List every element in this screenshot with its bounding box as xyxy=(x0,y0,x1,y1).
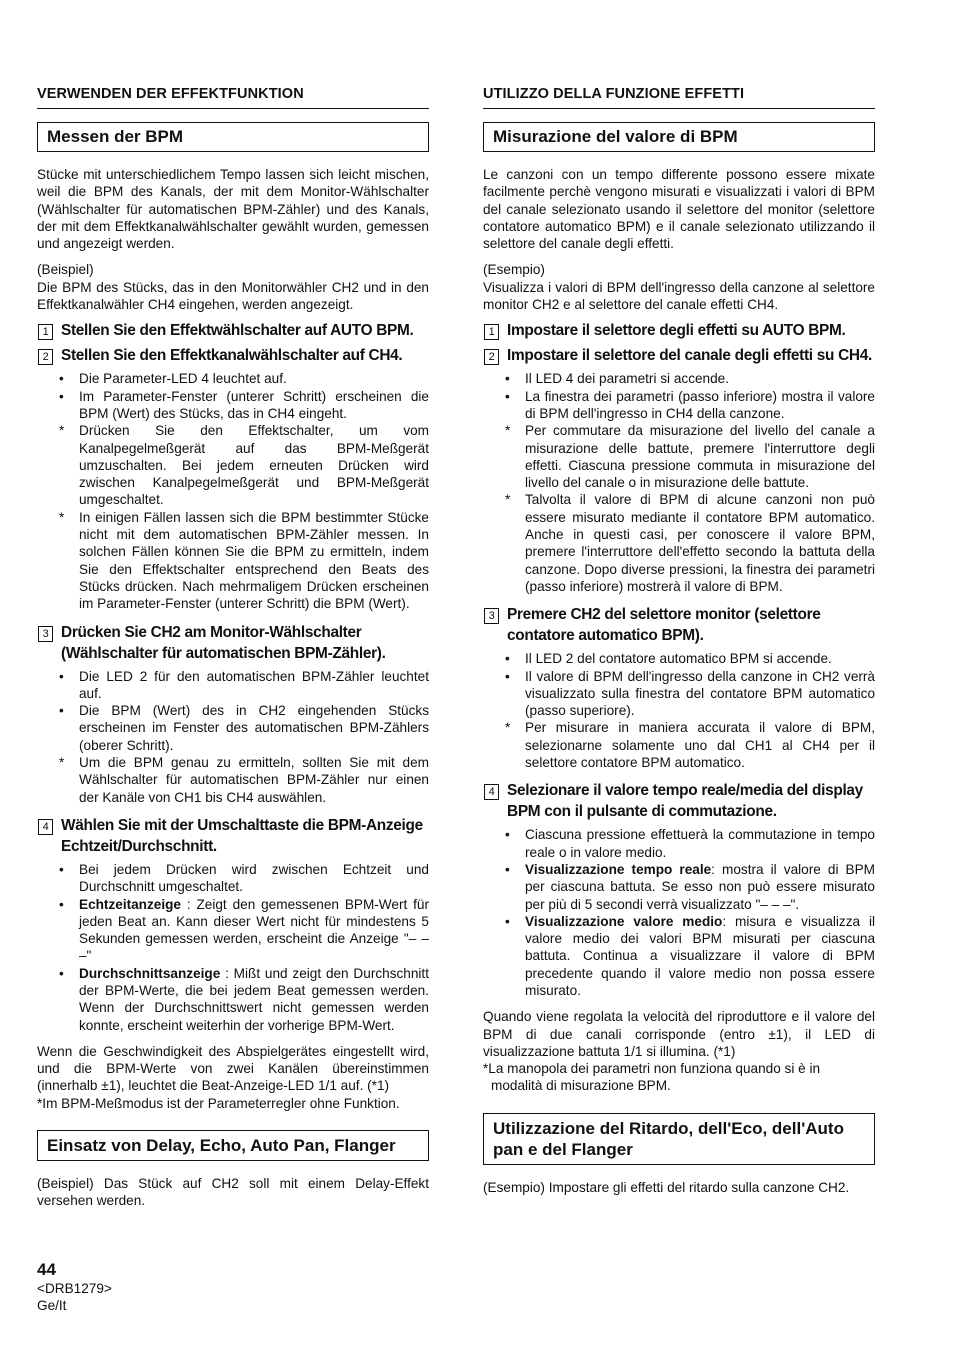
step-number: 2 xyxy=(38,349,53,365)
item-text: In einigen Fällen lassen sich die BPM bestimmter Stücke nicht mit dem automatischen BPM-Zähler messen. In solchen Fällen können Sie die BPM zu ermitteln, indem Sie den Effektschalter entsprechend den Beats des Stücks drücken. Nach mehrmaligem Drücken erscheinen im Parameter-Fenster (unterer Schritt) die BPM (Wert). xyxy=(79,509,429,612)
step-heading xyxy=(37,815,429,857)
list-item xyxy=(37,754,429,806)
section-title: Messen der BPM xyxy=(37,122,429,152)
bullet-marker: • xyxy=(505,913,510,929)
list-item xyxy=(37,861,429,896)
item-text: Ciascuna pressione effettuerà la commutazione in tempo reale o in valore medio. xyxy=(525,827,875,860)
footnote: *La manopola dei parametri non funziona quando si è in modalità di misurazione BPM. xyxy=(483,1061,821,1094)
asterisk-marker: * xyxy=(505,492,511,508)
item-text: Drücken Sie den Effektschalter, um vom Kanalpegelmeßgerät auf das BPM-Meßgerät umzuschalten. Bei jedem erneuten Drücken wird zwischen Kanalpegelmeßgerät und BPM-Meßgerät umgeschaltet. xyxy=(79,423,429,508)
bullet-marker: • xyxy=(505,827,510,843)
step-items xyxy=(483,826,875,999)
bullet-marker: • xyxy=(59,703,64,719)
example-label: (Beispiel) xyxy=(37,262,94,278)
item-text: Die LED 2 für den automatischen BPM-Zähler leuchtet auf. xyxy=(79,668,429,701)
example-2: (Beispiel) Das Stück auf CH2 soll mit einem Delay-Effekt versehen werden. xyxy=(37,1176,429,1209)
list-item xyxy=(483,422,875,491)
intro-paragraph: Stücke mit unterschiedlichem Tempo lassen sich leicht mischen, weil die BPM des Kanals, der mit dem Monitor-Wählschalter (Wählschalter für automatischen BPM-Zähler) und des Kanals, der mit dem Effektkanalwählschalter gewählt wurden, gemessen und angezeigt werden. xyxy=(37,167,429,252)
item-term: Durchschnittsanzeige xyxy=(79,965,221,981)
example-text: Visualizza i valori di BPM dell'ingresso della canzone al selettore monitor CH2 e al selettore del canale effetti CH4. xyxy=(483,279,875,313)
item-text: : mostra il valore di BPM per ciascuna battuta. Se esso non può essere misurato per più di 5 secondi verrà visualizzato "– – –". xyxy=(525,861,875,912)
example-text: Die BPM des Stücks, das in den Monitorwähler CH2 und in den Effektkanalwähler CH4 eingehen, werden angezeigt. xyxy=(37,279,429,313)
step-heading xyxy=(483,604,875,646)
step-number: 4 xyxy=(38,819,53,835)
asterisk-marker: * xyxy=(59,755,65,771)
step-number: 3 xyxy=(484,608,499,624)
page-footer xyxy=(37,1260,112,1314)
left-column xyxy=(37,86,429,1219)
language-code: Ge/It xyxy=(37,1298,67,1313)
bullet-marker: • xyxy=(505,371,510,387)
item-text: : Zeigt den gemessenen BPM-Wert für jeden Beat an. Kann dieser Wert nicht für mindestens 5 Sekunden gemessen werden, erscheint die Anzeige "– – –" xyxy=(79,896,429,964)
step-number: 1 xyxy=(484,324,499,340)
section-title-2: Utilizzazione del Ritardo, dell'Eco, dell'Auto pan e del Flanger xyxy=(483,1113,875,1165)
item-text: La finestra dei parametri (passo inferiore) mostra il valore di BPM dell'ingresso in CH4 della canzone. xyxy=(525,388,875,421)
item-term: Visualizzazione tempo reale xyxy=(525,861,712,877)
bullet-marker: • xyxy=(59,668,64,684)
bullet-marker: • xyxy=(59,861,64,877)
list-item xyxy=(37,370,429,387)
footnote: *Im BPM-Meßmodus ist der Parameterregler ohne Funktion. xyxy=(37,1095,400,1111)
list-item xyxy=(37,702,429,754)
section-title: Misurazione del valore di BPM xyxy=(483,122,875,152)
document-code: <DRB1279> xyxy=(37,1281,112,1296)
item-text: Um die BPM genau zu ermitteln, sollten Sie mit dem Wählschalter für automatischen BPM-Zähler nur einen der Kanäle von CH1 bis CH4 auswählen. xyxy=(79,755,429,805)
step-title: Drücken Sie CH2 am Monitor-Wählschalter (Wählschalter für automatischen BPM-Zähler). xyxy=(61,623,386,662)
asterisk-marker: * xyxy=(505,720,511,736)
example-label: (Esempio) xyxy=(483,262,545,278)
list-item xyxy=(483,861,875,913)
example-block xyxy=(483,261,875,313)
right-column xyxy=(483,86,875,1205)
list-item xyxy=(37,422,429,508)
item-term: Echtzeitanzeige xyxy=(79,896,181,912)
bullet-marker: • xyxy=(505,651,510,667)
list-item xyxy=(483,668,875,720)
section-label: UTILIZZO DELLA FUNZIONE EFFETTI xyxy=(483,86,875,109)
closing-paragraph: Wenn die Geschwindigkeit des Abspielgerätes eingestellt wird, und die BPM-Werte von zwei Kanälen übereinstimmen (innerhalb ±1), leuchtet die Beat-Anzeige-LED 1/1 auf. (*1) xyxy=(37,1043,429,1094)
asterisk-marker: * xyxy=(59,423,65,439)
step-number: 2 xyxy=(484,349,499,365)
bullet-marker: • xyxy=(505,861,510,877)
steps-list xyxy=(37,320,429,1034)
step-title: Stellen Sie den Effektwählschalter auf AUTO BPM. xyxy=(61,322,414,340)
step-title: Stellen Sie den Effektkanalwählschalter auf CH4. xyxy=(61,347,403,365)
step-items xyxy=(483,650,875,771)
step-number: 1 xyxy=(38,324,53,340)
list-item xyxy=(483,370,875,387)
item-text: : Mißt und zeigt den Durchschnitt der BPM-Werte, die bei jedem Beat gemessen werden. Wenn der Durchschnittswert nicht gemessen werden konnte, erscheint weiterhin der vorherige BPM-Wert. xyxy=(79,965,429,1033)
list-item xyxy=(483,650,875,667)
step-title: Impostare il selettore degli effetti su AUTO BPM. xyxy=(507,322,846,340)
page-number: 44 xyxy=(37,1260,56,1279)
step-title: Selezionare il valore tempo reale/media del display BPM con il pulsante di commutazione. xyxy=(507,782,863,821)
step-heading xyxy=(37,320,429,341)
step-items xyxy=(37,861,429,1034)
item-text: Il LED 4 dei parametri si accende. xyxy=(525,371,730,387)
item-text: Per misurare in maniera accurata il valore di BPM, selezionarne solamente uno dal CH1 al CH4 per il selettore contatore BPM automatico. xyxy=(525,720,875,771)
bullet-marker: • xyxy=(59,965,64,981)
list-item xyxy=(483,388,875,423)
bullet-marker: • xyxy=(59,371,64,387)
item-text: Il LED 2 del contatore automatico BPM si accende. xyxy=(525,651,832,667)
item-text: Die BPM (Wert) des in CH2 eingehenden Stücks erscheinen im Fenster des automatischen BPM-Zählers (oberer Schritt). xyxy=(79,703,429,753)
intro-paragraph: Le canzoni con un tempo differente possono essere mixate facilmente perchè vengono misurati e visualizzati i valori di BPM del canale selezionato usando il selettore del monitor (selettore contatore automatico BPM) e il canale selezionato utilizzando il selettore del canale degli effetti. xyxy=(483,167,875,252)
section-label: VERWENDEN DER EFFEKTFUNKTION xyxy=(37,86,429,109)
list-item xyxy=(483,826,875,861)
item-text: Per commutare da misurazione del livello del canale a misurazione delle battute, premere l'interruttore degli effetti. Ciascuna pressione commuta in misurazione del livello del canale o in misurazione delle battute. xyxy=(525,423,875,491)
item-text: : misura e visualizza il valore medio dei valori BPM misurati per ciascuna battuta. Continua a visualizzare il valore di BPM precedente quando il valore medio non possa essere misurato. xyxy=(525,913,876,998)
step-heading xyxy=(37,345,429,366)
closing-paragraph: Quando viene regolata la velocità del riproduttore e il valore del BPM di due canali corrisponde (entro ±1), il LED di visualizzazione battuta 1/1 si illumina. (*1) xyxy=(483,1009,875,1059)
step-heading xyxy=(483,780,875,822)
bullet-marker: • xyxy=(505,388,510,404)
item-text: Im Parameter-Fenster (unterer Schritt) erscheinen die BPM (Wert) des Stücks, das in CH4 eingeht. xyxy=(79,388,429,421)
step-title: Wählen Sie mit der Umschalttaste die BPM-Anzeige Echtzeit/Durchschnitt. xyxy=(61,816,423,855)
example-2: (Esempio) Impostare gli effetti del ritardo sulla canzone CH2. xyxy=(483,1179,850,1195)
asterisk-marker: * xyxy=(59,509,65,525)
steps-list xyxy=(483,320,875,999)
item-text: Die Parameter-LED 4 leuchtet auf. xyxy=(79,371,287,387)
list-item xyxy=(483,913,875,999)
list-item xyxy=(37,965,429,1034)
item-text: Talvolta il valore di BPM di alcune canzoni non può essere misurato mediante il contatore BPM automatico. Anche in questi casi, per conoscere il valore BPM, premere l'interruttore dell'effetto secondo la battuta della canzone. Dopo diverse pressioni, la finestra dei parametri (passo inferiore) mostrerà il valore di BPM. xyxy=(525,492,875,594)
step-heading xyxy=(37,622,429,664)
asterisk-marker: * xyxy=(505,423,511,439)
list-item xyxy=(483,491,875,595)
list-item xyxy=(37,668,429,703)
section-title-2: Einsatz von Delay, Echo, Auto Pan, Flanger xyxy=(37,1130,429,1161)
item-text: Il valore di BPM dell'ingresso della canzone in CH2 verrà visualizzato sulla finestra del contatore BPM automatico (passo superiore). xyxy=(525,668,875,719)
item-text: Bei jedem Drücken wird zwischen Echtzeit und Durchschnitt umgeschaltet. xyxy=(79,861,429,895)
list-item xyxy=(483,719,875,771)
step-number: 4 xyxy=(484,784,499,800)
step-number: 3 xyxy=(38,626,53,642)
bullet-marker: • xyxy=(59,896,64,912)
list-item xyxy=(37,388,429,423)
step-heading xyxy=(483,320,875,341)
list-item xyxy=(37,896,429,965)
step-heading xyxy=(483,345,875,366)
step-items xyxy=(483,370,875,595)
bullet-marker: • xyxy=(59,388,64,404)
example-block xyxy=(37,261,429,313)
step-title: Impostare il selettore del canale degli effetti su CH4. xyxy=(507,347,872,365)
step-items xyxy=(37,668,429,806)
step-title: Premere CH2 del selettore monitor (selettore contatore automatico BPM). xyxy=(507,606,821,645)
item-term: Visualizzazione valore medio xyxy=(525,913,723,929)
step-items xyxy=(37,370,429,612)
bullet-marker: • xyxy=(505,668,510,684)
list-item xyxy=(37,509,429,613)
